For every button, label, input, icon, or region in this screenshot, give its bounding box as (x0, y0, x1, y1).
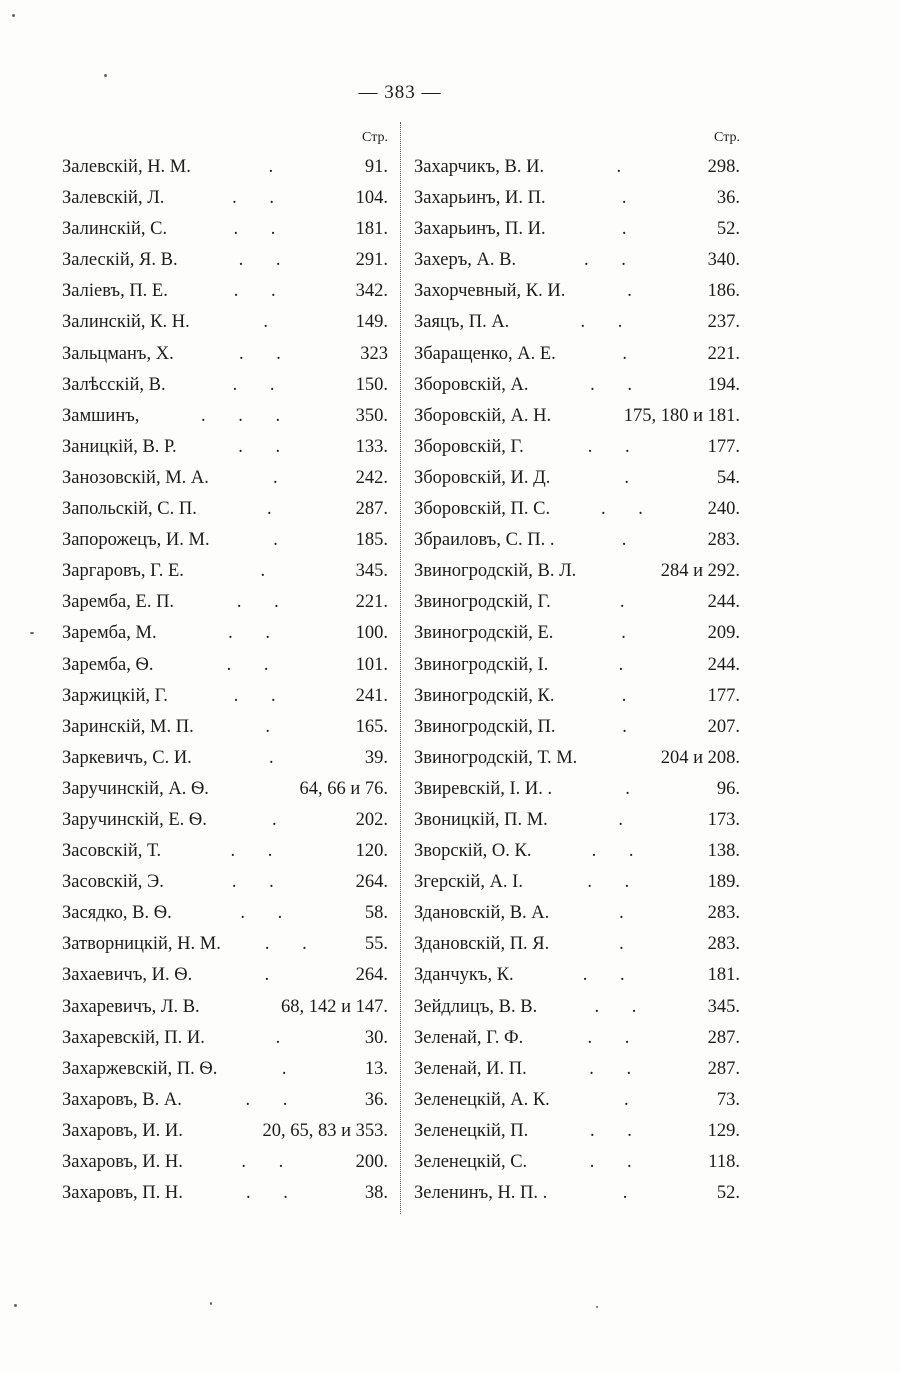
entry-list (62, 152, 388, 1209)
entry-name: Збаращенко, А. Е. (414, 343, 556, 364)
entry-page-ref: 284 и 292. (660, 561, 740, 582)
entry-name: Зaремба, Е. П. (62, 592, 175, 613)
entry-page-ref: 54. (716, 467, 740, 488)
index-entry (62, 525, 388, 556)
index-entry (62, 1147, 388, 1178)
entry-leader-dots: . (624, 467, 643, 488)
entry-page-ref: 55. (364, 934, 388, 955)
entry-name: Захаровъ, И. Н. (62, 1152, 183, 1172)
entry-leader-dots: . . (264, 934, 321, 955)
index-entry (62, 494, 388, 525)
entry-page-ref: 189. (707, 872, 740, 893)
entry-leader-dots: . (618, 654, 638, 675)
index-entry (414, 805, 740, 836)
entry-leader-dots: . . (583, 250, 640, 271)
entry-name: Зеленецкій, А. К. (414, 1089, 550, 1110)
entry-leader-dots: . (627, 281, 646, 302)
entry-name: Захаревскій, П. И. (62, 1027, 205, 1048)
index-entry (414, 214, 740, 245)
entry-page-ref: 186. (707, 281, 740, 302)
entry-page-ref: 200. (355, 1152, 388, 1172)
entry-name: Звиногродскій, Е. (414, 623, 554, 644)
entry-leader-dots: . (263, 312, 282, 333)
entry-page-ref: 96. (716, 778, 740, 799)
entry-leader-dots: . . (238, 250, 295, 271)
entry-name: Заремба, М. (62, 623, 157, 644)
entry-page-ref: 104. (355, 188, 388, 209)
index-entry (62, 1178, 388, 1209)
entry-name: Заремба, Ѳ. (62, 654, 154, 675)
entry-leader-dots: . . (226, 654, 283, 675)
entry-leader-dots: . . (231, 872, 288, 893)
entry-name: Звиногродскій, Т. М. (414, 747, 578, 768)
index-entry (414, 618, 740, 649)
entry-leader-dots: . . (240, 903, 297, 924)
entry-leader-dots: . (621, 188, 641, 209)
entry-page-ref: 181. (707, 965, 740, 986)
entry-page-ref: 287. (355, 499, 388, 520)
entry-leader-dots: . . (589, 1058, 646, 1079)
index-column-right (414, 124, 740, 1209)
index-entry (414, 370, 740, 401)
entry-leader-dots: . (266, 499, 286, 520)
index-entry (62, 587, 388, 618)
entry-leader-dots: . (624, 1089, 643, 1110)
entry-name: Зейдлицъ, В. В. (414, 996, 538, 1017)
entry-name: Залѣсскій, В. (62, 374, 166, 395)
index-entry (62, 681, 388, 712)
entry-page-ref: 150. (355, 374, 388, 395)
entry-page-ref: 264. (355, 872, 388, 893)
index-entry (414, 898, 740, 929)
entry-leader-dots: . (269, 747, 288, 768)
entry-name: Зворскій, О. К. (414, 841, 532, 862)
entry-page-ref: 291. (355, 250, 388, 271)
entry-leader-dots: . (622, 1183, 642, 1204)
entry-leader-dots: . . (590, 374, 647, 395)
entry-name: Захарьинъ, И. П. (414, 188, 546, 209)
entry-page-ref: 345. (707, 996, 740, 1017)
index-entry (62, 401, 388, 432)
entry-page-ref: 241. (355, 685, 388, 706)
entry-name: Здановскій, П. Я. (414, 934, 550, 955)
print-speck (12, 14, 15, 17)
index-entry (414, 432, 740, 463)
entry-leader-dots: . (622, 343, 642, 364)
entry-page-ref: 283. (707, 903, 740, 924)
entry-name: Захеръ, А. В. (414, 250, 517, 271)
entry-leader-dots: . . (587, 872, 644, 893)
entry-page-ref: 52. (716, 1183, 740, 1204)
entry-page-ref: 64, 66 и 76. (299, 778, 388, 799)
entry-name: Звиревскій, І. И. . (414, 778, 553, 799)
entry-name: Заржицкій, Г. (62, 685, 168, 706)
index-entry (414, 774, 740, 805)
entry-leader-dots: . . (232, 188, 288, 209)
entry-name: Заницкій, В. Р. (62, 436, 177, 457)
index-entry (62, 836, 388, 867)
entry-name: Захарьинъ, П. И. (414, 219, 546, 240)
entry-leader-dots: . . (232, 374, 289, 395)
entry-name: Засовскій, Т. (62, 841, 162, 862)
entry-name: Заручинскій, А. Ѳ. (62, 778, 209, 799)
entry-page-ref: 244. (707, 592, 740, 613)
entry-name: Збраиловъ, С. П. . (414, 530, 555, 551)
index-entry (62, 1054, 388, 1085)
index-entry (414, 681, 740, 712)
entry-page-ref: 181. (355, 219, 388, 240)
entry-leader-dots: . (618, 809, 638, 830)
entry-page-ref: 177. (707, 685, 740, 706)
entry-page-ref: 100. (355, 623, 388, 644)
entry-page-ref: 283. (707, 530, 740, 551)
index-entry (62, 774, 388, 805)
index-entry (62, 650, 388, 681)
entry-page-ref: 287. (707, 1027, 740, 1048)
entry-name: Звиногродскій, Г. (414, 592, 551, 613)
entry-leader-dots: . . (594, 996, 651, 1017)
index-entry (414, 183, 740, 214)
index-entry (414, 712, 740, 743)
index-entry (62, 245, 388, 276)
entry-name: Здановскій, В. А. (414, 903, 550, 924)
print-speck (210, 1302, 212, 1305)
entry-page-ref: 298. (707, 157, 740, 177)
entry-page-ref: 207. (707, 716, 740, 737)
entry-name: Залевскій, Н. М. (62, 157, 191, 177)
page-number: — 383 — (358, 82, 442, 103)
entry-name: Захарчикъ, В. И. (414, 157, 545, 177)
entry-name: Захаровъ, П. Н. (62, 1183, 183, 1204)
entry-name: Зальцманъ, Х. (62, 343, 174, 364)
entry-name: Заргаровъ, Г. Е. (62, 561, 184, 582)
index-entry (62, 432, 388, 463)
entry-page-ref: 175, 180 и 181. (623, 405, 740, 426)
entry-leader-dots: . (619, 592, 639, 613)
index-entry (62, 805, 388, 836)
entry-page-ref: 185. (355, 530, 388, 551)
index-entry (414, 556, 740, 587)
index-entry (414, 339, 740, 370)
entry-name: Засовскій, Э. (62, 872, 164, 893)
index-entry (414, 245, 740, 276)
entry-page-ref: 177. (707, 436, 740, 457)
index-entry (414, 960, 740, 991)
entry-name: Залевскій, Л. (62, 188, 165, 209)
index-entry (414, 1116, 740, 1147)
entry-page-ref: 342. (355, 281, 388, 302)
entry-leader-dots: . (281, 1058, 301, 1079)
entry-name: Запорожецъ, И. М. (62, 530, 210, 551)
entry-page-ref: 36. (716, 188, 740, 209)
entry-name: Захаевичъ, И. Ѳ. (62, 965, 193, 986)
entry-name: Захаровъ, И. И. (62, 1120, 183, 1141)
index-entry (414, 494, 740, 525)
entry-name: Звоницкій, П. М. (414, 809, 548, 830)
index-entry (414, 401, 740, 432)
entry-page-ref: 221. (355, 592, 388, 613)
index-entry (62, 898, 388, 929)
entry-page-ref: 101. (355, 654, 388, 675)
index-entry (62, 276, 388, 307)
entry-page-ref: 52. (716, 219, 740, 240)
entry-leader-dots: . (621, 623, 640, 644)
entry-leader-dots: . (622, 716, 641, 737)
entry-leader-dots: . (260, 561, 280, 582)
entry-name: Заринскій, М. П. (62, 716, 194, 737)
print-speck (30, 632, 34, 634)
index-entry (62, 1085, 388, 1116)
entry-leader-dots: . . (589, 1120, 646, 1141)
entry-leader-dots: . . (228, 623, 285, 644)
entry-name: Зеленай, Г. Ф. (414, 1027, 524, 1048)
entry-name: Захаровъ, В. А. (62, 1089, 182, 1110)
entry-page-ref: 204 и 208. (660, 747, 740, 768)
index-entry (62, 743, 388, 774)
entry-name: Заліевъ, П. Е. (62, 281, 168, 302)
entry-leader-dots: . . (233, 685, 290, 706)
index-entry (414, 307, 740, 338)
entry-page-ref: 242. (355, 467, 388, 488)
index-entry (62, 992, 388, 1023)
entry-name: Засядко, В. Ѳ. (62, 903, 172, 924)
index-entry (62, 183, 388, 214)
index-entry (62, 867, 388, 898)
entry-leader-dots: . . (587, 1027, 644, 1048)
entry-leader-dots: . (625, 778, 644, 799)
index-entry (414, 587, 740, 618)
index-entry (414, 867, 740, 898)
index-entry (62, 214, 388, 245)
index-entry (414, 992, 740, 1023)
entry-name: Заркевичъ, С. И. (62, 747, 192, 768)
entry-page-ref: 30. (364, 1027, 388, 1048)
index-entry (414, 1147, 740, 1178)
entry-page-ref: 209. (707, 623, 740, 644)
entry-name: Зборовскій, А. (414, 374, 529, 395)
entry-name: Захаревичъ, Л. В. (62, 996, 200, 1017)
entry-leader-dots: . (264, 965, 284, 986)
entry-leader-dots: . . (600, 499, 657, 520)
index-entry (414, 463, 740, 494)
entry-page-ref: 133. (355, 436, 388, 457)
entry-name: Залескій, Я. В. (62, 250, 178, 271)
entry-leader-dots: . . (582, 965, 639, 986)
entry-name: Запольскій, С. П. (62, 499, 197, 520)
entry-leader-dots: . (273, 530, 292, 551)
entry-name: Зеленецкій, С. (414, 1152, 528, 1172)
index-entry (414, 1085, 740, 1116)
print-speck (14, 1304, 17, 1307)
entry-page-ref: 120. (355, 841, 388, 862)
entry-page-ref: 350. (355, 405, 388, 426)
entry-leader-dots: . (271, 809, 291, 830)
entry-name: Зборовскій, П. С. (414, 499, 551, 520)
entry-page-ref: 194. (707, 374, 740, 395)
index-entry (62, 712, 388, 743)
print-speck (104, 74, 107, 77)
entry-page-ref: 149. (355, 312, 388, 333)
index-entry (62, 929, 388, 960)
entry-page-ref: 173. (707, 809, 740, 830)
entry-name: Затворницкій, Н. М. (62, 934, 221, 955)
entry-page-ref: 58. (364, 903, 388, 924)
entry-page-ref: 68, 142 и 147. (280, 996, 388, 1017)
entry-page-ref: 345. (355, 561, 388, 582)
index-entry (62, 960, 388, 991)
entry-page-ref: 165. (355, 716, 388, 737)
print-speck (596, 1306, 598, 1308)
entry-name: Зеленецкій, П. (414, 1120, 529, 1141)
index-entry (62, 463, 388, 494)
entry-leader-dots: . . (589, 1152, 646, 1172)
entry-name: Звиногродскій, П. (414, 716, 556, 737)
entry-list (414, 152, 740, 1209)
entry-name: Захорчевный, К. И. (414, 281, 566, 302)
index-entry (62, 1023, 388, 1054)
entry-name: Зборовскій, А. Н. (414, 405, 552, 426)
entry-name: Зборовскій, Г. (414, 436, 524, 457)
index-entry (414, 1054, 740, 1085)
index-entry (414, 525, 740, 556)
entry-name: Залинскій, С. (62, 219, 168, 240)
entry-leader-dots: . . . (200, 405, 295, 426)
entry-leader-dots: . . (587, 436, 644, 457)
column-divider (400, 122, 405, 1214)
index-entry (414, 650, 740, 681)
entry-page-ref: 73. (716, 1089, 740, 1110)
column-header: Стр. (362, 130, 388, 145)
entry-name: Захаржевскій, П. Ѳ. (62, 1058, 218, 1079)
index-entry (62, 370, 388, 401)
entry-leader-dots: . . (580, 312, 637, 333)
entry-leader-dots: . (616, 157, 636, 177)
index-entry (414, 929, 740, 960)
entry-leader-dots: . (268, 157, 288, 177)
entry-leader-dots: . (272, 467, 292, 488)
entry-leader-dots: . . (591, 841, 648, 862)
entry-page-ref: 237. (707, 312, 740, 333)
entry-page-ref: 20, 65, 83 и 353. (262, 1120, 388, 1141)
entry-page-ref: 340. (707, 250, 740, 271)
entry-leader-dots: . (265, 716, 284, 737)
index-entry (414, 1023, 740, 1054)
entry-name: Замшинъ, (62, 405, 140, 426)
index-entry (62, 152, 388, 183)
entry-leader-dots: . . (241, 1152, 298, 1172)
entry-leader-dots: . (621, 685, 641, 706)
entry-page-ref: 36. (364, 1089, 388, 1110)
entry-leader-dots: . . (233, 219, 290, 240)
entry-page-ref: 13. (364, 1058, 388, 1079)
column-header: Стр. (714, 130, 740, 145)
entry-name: Залинскій, К. Н. (62, 312, 190, 333)
index-entry (62, 618, 388, 649)
entry-leader-dots: . . (233, 281, 290, 302)
entry-page-ref: 240. (707, 499, 740, 520)
entry-page-ref: 202. (355, 809, 388, 830)
entry-page-ref: 38. (364, 1183, 388, 1204)
entry-leader-dots: . (619, 903, 638, 924)
entry-name: Згерскій, А. І. (414, 872, 523, 893)
entry-page-ref: 264. (355, 965, 388, 986)
index-entry (414, 276, 740, 307)
entry-leader-dots: . . (245, 1089, 302, 1110)
entry-page-ref: 138. (707, 841, 740, 862)
entry-leader-dots: . (621, 530, 641, 551)
index-column-left (62, 124, 388, 1209)
entry-leader-dots: . . (236, 592, 293, 613)
entry-page-ref: 39. (364, 747, 388, 768)
entry-leader-dots: . . (245, 1183, 302, 1204)
entry-leader-dots: . . (230, 841, 287, 862)
entry-name: Звиногродскій, К. (414, 685, 555, 706)
entry-name: Зборовскій, И. Д. (414, 467, 551, 488)
entry-page-ref: 283. (707, 934, 740, 955)
entry-page-ref: 118. (708, 1152, 740, 1172)
entry-page-ref: 129. (707, 1120, 740, 1141)
entry-name: Зданчукъ, К. (414, 965, 514, 986)
index-entry (414, 836, 740, 867)
index-entry (414, 743, 740, 774)
entry-name: Зеленинъ, Н. П. . (414, 1183, 548, 1204)
entry-page-ref: 221. (707, 343, 740, 364)
entry-name: Занозовскій, М. А. (62, 467, 209, 488)
entry-name: Заяцъ, П. А. (414, 312, 510, 333)
entry-name: Звиногродскій, І. (414, 654, 549, 675)
entry-page-ref: 287. (707, 1058, 740, 1079)
entry-name: Зеленай, И. П. (414, 1058, 527, 1079)
entry-leader-dots: . (619, 934, 638, 955)
entry-page-ref: 91. (364, 157, 388, 177)
entry-leader-dots: . . (238, 436, 295, 457)
index-entry (414, 1178, 740, 1209)
index-entry (62, 1116, 388, 1147)
entry-name: Звиногродскій, В. Л. (414, 561, 577, 582)
index-entry (414, 152, 740, 183)
entry-page-ref: 323 (360, 343, 388, 364)
entry-leader-dots: . (275, 1027, 295, 1048)
entry-page-ref: 244. (707, 654, 740, 675)
index-entry (62, 556, 388, 587)
entry-leader-dots: . . (239, 343, 295, 364)
index-entry (62, 339, 388, 370)
entry-leader-dots: . (621, 219, 641, 240)
entry-name: Заручинскій, Е. Ѳ. (62, 809, 207, 830)
index-entry (62, 307, 388, 338)
